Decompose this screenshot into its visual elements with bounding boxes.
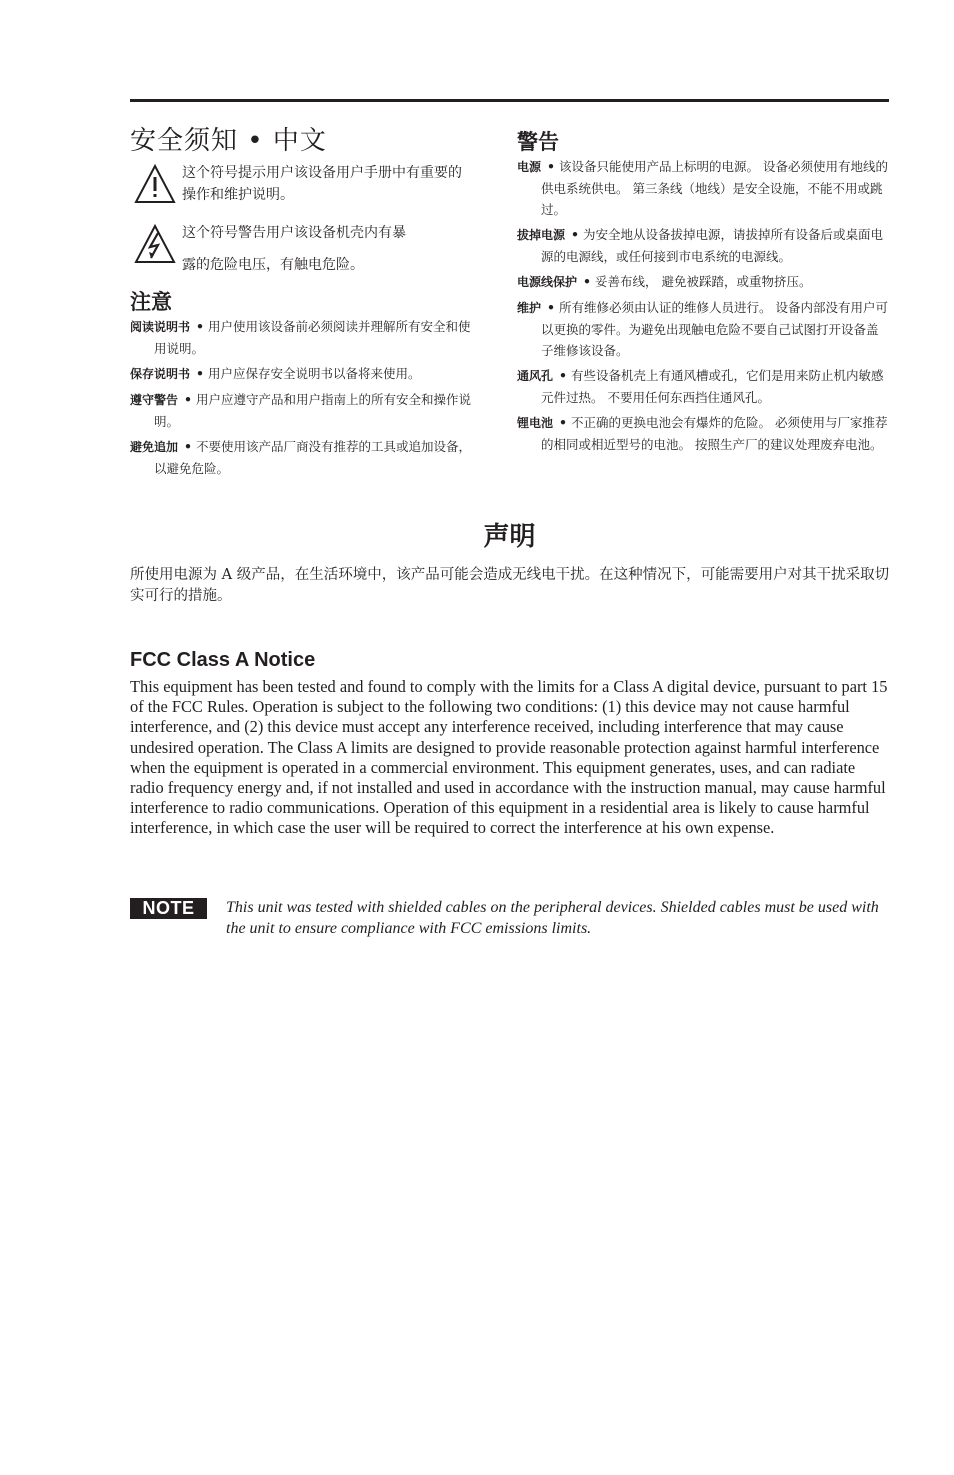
item-label: 阅读说明书: [130, 320, 191, 334]
list-item: [130, 316, 475, 359]
list-item: [517, 156, 889, 220]
fcc-title: FCC Class A Notice: [130, 649, 316, 671]
bullet: •: [547, 300, 556, 315]
note-badge: NOTE: [130, 898, 207, 919]
item-label: 保存说明书: [130, 367, 191, 381]
item-label: 拔掉电源: [517, 228, 566, 242]
fcc-body: This equipment has been tested and found to comply with the limits for a Class A digital device, pursuant to part 15 of the FCC Rules. Operation is subject to the following two conditions: (1) this device may not cause harmful interference, and (2) this device must accept any interference received, including interference that may cause undesired operation. The Class A limits are designed to provide reasonable protection against harmful interference when the equipment is operated in a commercial environment. This equipment generates, uses, and can radiate radio frequency energy and, if not installed and used in accordance with the instruction manual, may cause harmful interference to radio communications. Operation of this equipment in a residential area is likely to cause harmful interference, in which case the user will be required to correct the interference at his own expense.: [130, 677, 888, 838]
item-text: 为安全地从设备拔掉电源，请拔掉所有设备后或桌面电源的电源线，或任何接到市电系统的电源线。: [541, 227, 884, 264]
warning-symbol-text: 这个符号提示用户该设备用户手册中有重要的操作和维护说明。: [182, 165, 462, 203]
item-text: 有些设备机壳上有通风槽或孔，它们是用来防止机内敏感元件过热。 不要用任何东西挡住通风孔。: [541, 368, 884, 405]
list-item: [517, 412, 889, 455]
item-label: 电源: [517, 160, 542, 174]
item-text: 不要使用该产品厂商没有推荐的工具或追加设备，以避免危险。: [154, 439, 472, 476]
lightning-triangle-icon: [134, 224, 176, 264]
note-text: This unit was tested with shielded cables on the peripheral devices. Shielded cables must be used with the unit to ensure compliance with FCC emissions limits.: [226, 899, 879, 937]
bullet: •: [196, 319, 205, 334]
list-item: [130, 436, 475, 479]
shock-symbol-text-2: 露的危险电压，有触电危险。: [182, 257, 364, 273]
shock-symbol-text-1: 这个符号警告用户该设备机壳内有暴: [182, 225, 406, 241]
bullet: •: [547, 159, 556, 174]
item-label: 维护: [517, 301, 542, 315]
item-label: 遵守警告: [130, 393, 179, 407]
item-label: 电源线保护: [517, 275, 578, 289]
item-label: 通风孔: [517, 369, 554, 383]
safety-column-left: [130, 122, 475, 483]
warnings-heading: 警告: [517, 130, 559, 154]
declaration-text: 所使用电源为 A 级产品，在生活环境中，该产品可能会造成无线电干扰。在这种情况下，可能需要用户对其干扰采取切实可行的措施。: [130, 567, 890, 604]
exclamation-triangle-icon: [134, 164, 176, 204]
list-item: [517, 297, 889, 361]
item-label: 避免追加: [130, 440, 179, 454]
declaration-heading: 声明: [483, 522, 536, 552]
bullet: •: [583, 274, 592, 289]
item-text: 用户应保存安全说明书以备将来使用。: [208, 366, 421, 381]
item-label: 锂电池: [517, 416, 554, 430]
bullet: •: [571, 227, 580, 242]
bullet: •: [184, 392, 193, 407]
item-text: 所有维修必须由认证的维修人员进行。 设备内部没有用户可以更换的零件。为避免出现触电危险不要自己试图打开设备盖子维修该设备。: [541, 300, 888, 358]
list-item: [517, 271, 889, 293]
item-text: 不正确的更换电池会有爆炸的危险。 必须使用与厂家推荐的相同或相近型号的电池。 按照生产厂的建议处理废弃电池。: [541, 415, 888, 452]
list-item: [517, 224, 889, 267]
bullet: •: [559, 368, 568, 383]
warning-symbol-row: [130, 162, 475, 206]
safety-title: 安全须知 • 中文: [130, 126, 327, 156]
item-text: 用户应遵守产品和用户指南上的所有安全和操作说明。: [154, 392, 472, 429]
notes-heading: 注意: [130, 290, 172, 314]
list-item: [517, 365, 889, 408]
top-rule: [130, 99, 889, 102]
shock-symbol-row: [130, 222, 475, 276]
list-item: [130, 363, 475, 385]
item-text: 妥善布线， 避免被踩踏，或重物挤压。: [595, 274, 812, 289]
item-text: 用户使用该设备前必须阅读并理解所有安全和使用说明。: [154, 319, 471, 356]
safety-column-right: [517, 122, 889, 459]
item-text: 该设备只能使用产品上标明的电源。 设备必须使用有地线的供电系统供电。 第三条线（地线）是安全设施，不能不用或跳过。: [541, 159, 888, 217]
list-item: [130, 389, 475, 432]
bullet: •: [184, 439, 193, 454]
bullet: •: [196, 366, 205, 381]
bullet: •: [559, 415, 568, 430]
